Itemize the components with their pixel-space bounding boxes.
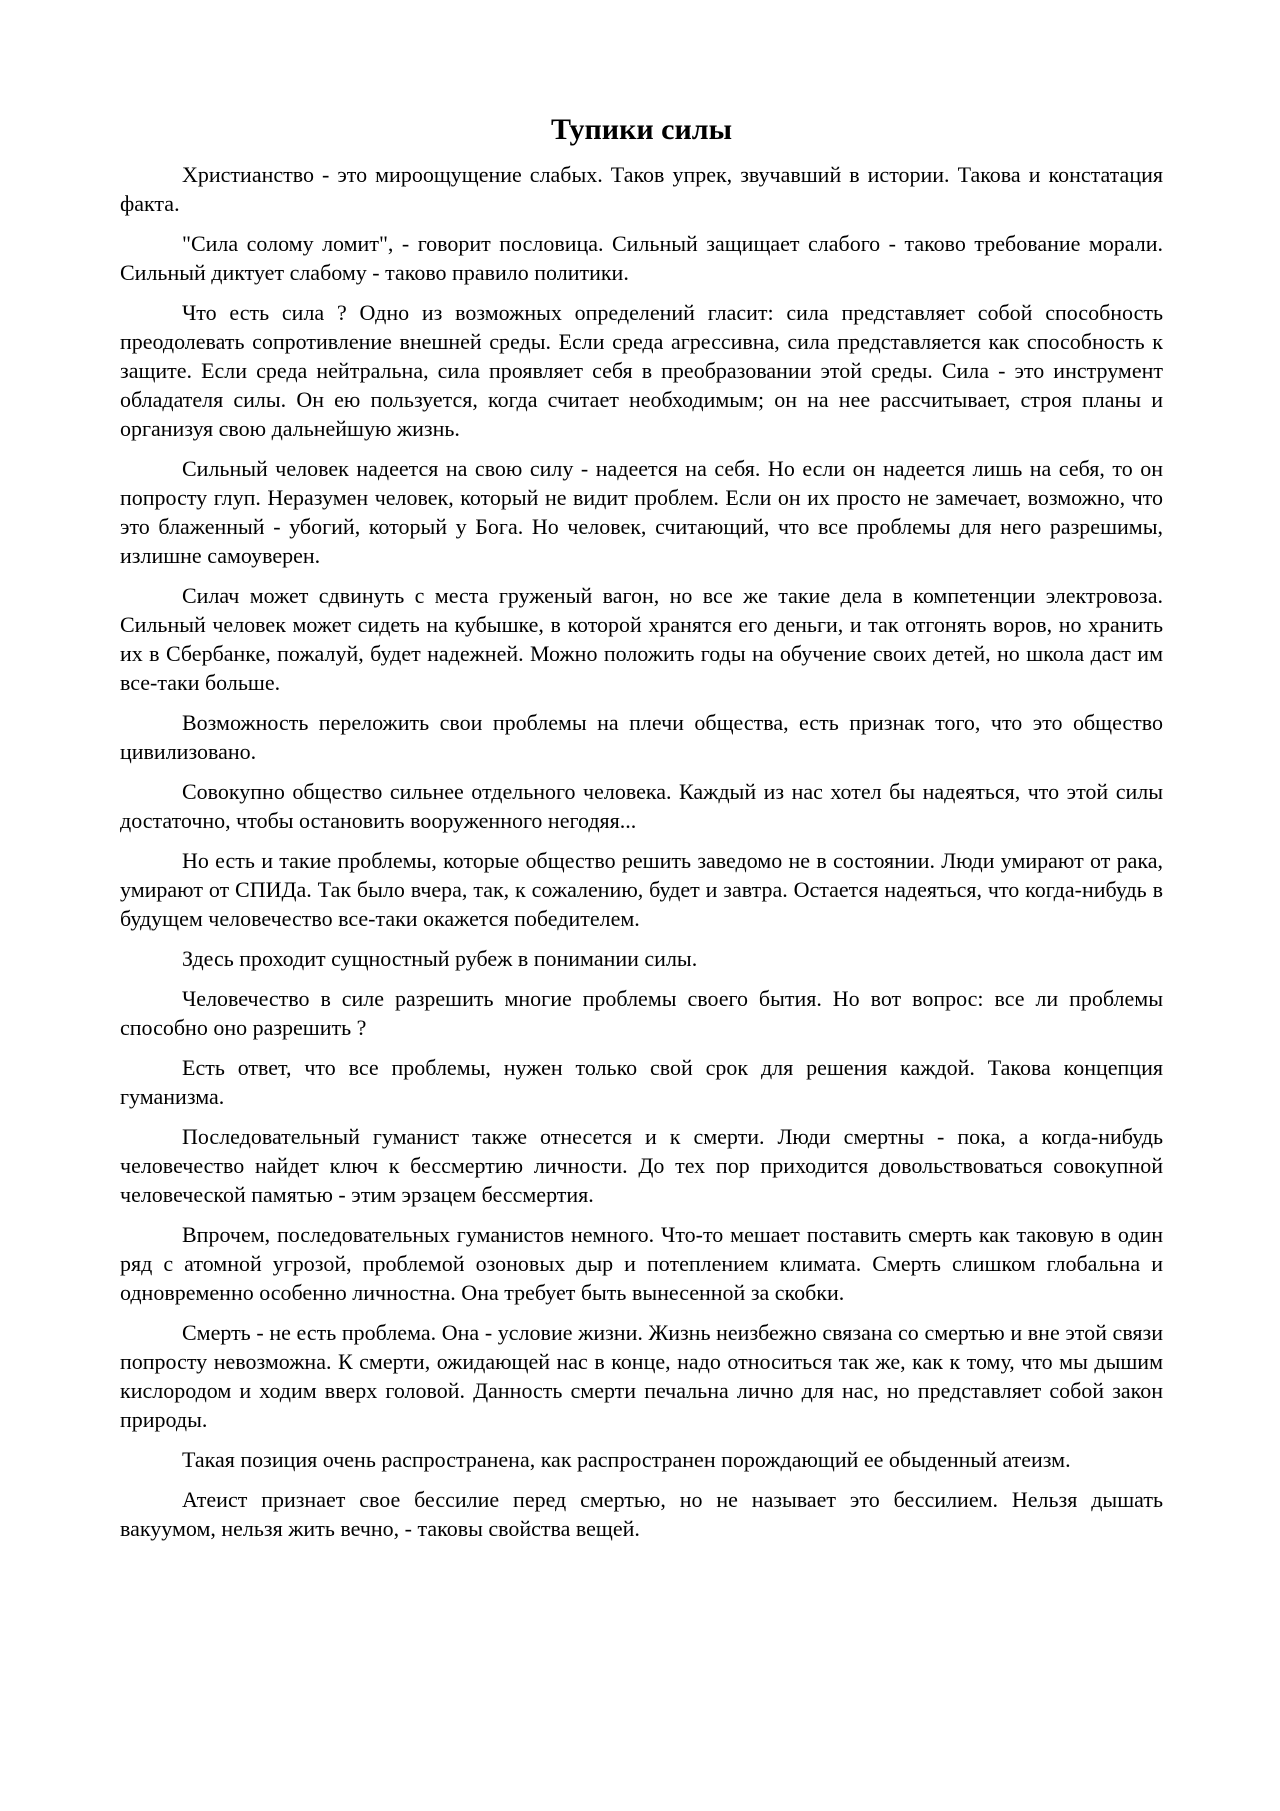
paragraph: Есть ответ, что все проблемы, нужен только свой срок для решения каждой. Такова концепция гуманизма. (120, 1055, 1163, 1109)
paragraph: Такая позиция очень распространена, как распространен порождающий ее обыденный атеизм. (182, 1447, 1071, 1472)
paragraph: Сильный человек надеется на свою силу - надеется на себя. Но если он надеется лишь на себя, то он попросту глуп. Неразумен человек, который не видит проблем. Если он их просто не замечает, возможно, что это блаженный - убогий, который у Бога. Но человек, считающий, что все проблемы для него разрешимы, излишне самоуверен. (120, 456, 1163, 568)
paragraph: Силач может сдвинуть с места груженый вагон, но все же такие дела в компетенции электровоза. Сильный человек может сидеть на кубышке, в которой хранятся его деньги, и так отгонять воров, но хранить их в Сбербанке, пожалуй, будет надежней. Можно положить годы на обучение своих детей, но школа даст им все-таки больше. (120, 583, 1163, 695)
paragraph: Впрочем, последовательных гуманистов немного. Что-то мешает поставить смерть как таковую в один ряд с атомной угрозой, проблемой озоновых дыр и потеплением климата. Смерть слишком глобальна и одновременно особенно личностна. Она требует быть вынесенной за скобки. (120, 1222, 1163, 1305)
paragraph: Здесь проходит сущностный рубеж в понимании силы. (182, 946, 698, 971)
paragraph: Что есть сила ? Одно из возможных определений гласит: сила представляет собой способность преодолевать сопротивление внешней среды. Если среда агрессивна, сила представляется как способность к защите. Если среда нейтральна, сила проявляет себя в преобразовании этой среды. Сила - это инструмент обладателя силы. Он ею пользуется, когда считает необходимым; он на нее рассчитывает, строя планы и организуя свою дальнейшую жизнь. (120, 300, 1163, 441)
document-page (120, 112, 1163, 1554)
paragraph: Атеист признает свое бессилие перед смертью, но не называет это бессилием. Нельзя дышать вакуумом, нельзя жить вечно, - таковы свойства вещей. (120, 1487, 1163, 1541)
paragraph: Смерть - не есть проблема. Она - условие жизни. Жизнь неизбежно связана со смертью и вне этой связи попросту невозможна. К смерти, ожидающей нас в конце, надо относиться так же, как к тому, что мы дышим кислородом и ходим вверх головой. Данность смерти печальна лично для нас, но представляет собой закон природы. (120, 1320, 1163, 1432)
document-title: Тупики силы (550, 113, 732, 146)
paragraph: Совокупно общество сильнее отдельного человека. Каждый из нас хотел бы надеяться, что этой силы достаточно, чтобы остановить вооруженного негодяя... (120, 779, 1163, 833)
paragraph: Последовательный гуманист также отнесется и к смерти. Люди смертны - пока, а когда-нибудь человечество найдет ключ к бессмертию личности. До тех пор приходится довольствоваться совокупной человеческой памятью - этим эрзацем бессмертия. (120, 1124, 1163, 1207)
paragraph: Человечество в силе разрешить многие проблемы своего бытия. Но вот вопрос: все ли проблемы способно оно разрешить ? (120, 986, 1163, 1040)
paragraph: Но есть и такие проблемы, которые общество решить заведомо не в состоянии. Люди умирают от рака, умирают от СПИДа. Так было вчера, так, к сожалению, будет и завтра. Остается надеяться, что когда-нибудь в будущем человечество все-таки окажется победителем. (120, 848, 1163, 931)
paragraph: Христианство - это мироощущение слабых. Таков упрек, звучавший в истории. Такова и констатация факта. (120, 162, 1163, 216)
paragraph: "Сила солому ломит", - говорит пословица. Сильный защищает слабого - таково требование морали. Сильный диктует слабому - таково правило политики. (120, 231, 1163, 285)
paragraph: Возможность переложить свои проблемы на плечи общества, есть признак того, что это общество цивилизовано. (120, 710, 1163, 764)
